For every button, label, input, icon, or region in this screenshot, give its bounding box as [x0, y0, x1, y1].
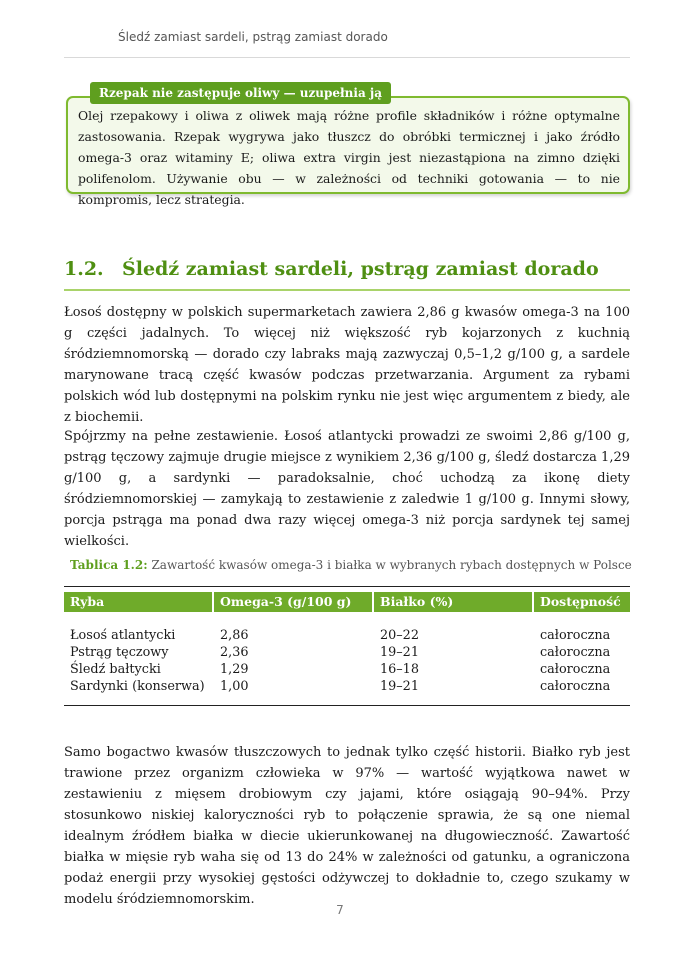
- table-cell: Łosoś atlantycki: [70, 628, 176, 643]
- table-caption-text: Zawartość kwasów omega-3 i białka w wybranych rybach dostępnych w Polsce: [151, 558, 632, 572]
- table-cell: 2,86: [220, 628, 249, 643]
- table-row: [64, 627, 630, 644]
- table-cell: Śledź bałtycki: [70, 662, 161, 677]
- table-cell: 2,36: [220, 645, 249, 660]
- table-header-omega3: Omega-3 (g/100 g): [214, 592, 372, 612]
- table-header-dostepnosc: Dostępność: [534, 592, 630, 612]
- table-row: [64, 644, 630, 661]
- section-number: 1.2.: [64, 258, 104, 280]
- table-cell: 20–22: [380, 628, 419, 643]
- table-top-rule: [64, 586, 630, 587]
- table-cell: 19–21: [380, 679, 419, 694]
- table-caption: [70, 558, 632, 572]
- table-row: [64, 661, 630, 678]
- callout-title: Rzepak nie zastępuje oliwy — uzupełnia ją: [90, 82, 391, 104]
- section-heading: [64, 258, 630, 280]
- callout-body: Olej rzepakowy i oliwa z oliwek mają różne profile składników i różne optymalne zastosowania. Rzepak wygrywa jako tłuszcz do obróbki termicznej i jako źródło omega-3 oraz witaminy E; oliwa extra virgin jest niezastąpiona na zimno dzięki polifenolom. Używanie obu — w zależności od techniki gotowania — to nie kompromis, lecz strategia.: [78, 108, 620, 207]
- table-caption-label: Tablica 1.2:: [70, 558, 148, 572]
- table-cell: całoroczna: [540, 679, 611, 694]
- table-body: [64, 627, 630, 695]
- table-cell: całoroczna: [540, 662, 611, 677]
- table-cell: Pstrąg tęczowy: [70, 645, 169, 660]
- paragraph-1: Łosoś dostępny w polskich supermarketach zawiera 2,86 g kwasów omega-3 na 100 g części jadalnych. To więcej niż większość ryb kojarzonych z kuchnią śródziemnomorską — dorado czy labraks mają zazwyczaj 0,5–1,2 g/100 g, a sardele marynowane tracą część kwasów podczas przetwarzania. Argument za rybami polskich wód lub dostępnymi na polskim rynku nie jest więc argumentem z biedy, ale z biochemii.: [64, 305, 630, 425]
- section-divider: [64, 289, 630, 291]
- table-cell: 16–18: [380, 662, 419, 677]
- paragraph-3: Samo bogactwo kwasów tłuszczowych to jednak tylko część historii. Białko ryb jest trawione przez organizm człowieka w 97% — wartość wyjątkowa nawet w zestawieniu z mięsem drobiowym czy jajami, które osiągają 90–94%. Przy stosunkowo niskiej kaloryczności ryb to połączenie sprawia, że są one niemal idealnym źródłem białka w diecie ukierunkowanej na długowieczność. Zawartość białka w mięsie ryb waha się od 13 do 24% w zależności od gatunku, a ograniczona podaż energii przy wysokiej gęstości odżywczej to dokładnie to, czego szukamy w modelu śródziemnomorskim.: [64, 745, 630, 907]
- table-row: [64, 678, 630, 695]
- paragraph-2: Spójrzmy na pełne zestawienie. Łosoś atlantycki prowadzi ze swoimi 2,86 g/100 g, pstrąg tęczowy zajmuje drugie miejsce z wynikiem 2,36 g/100 g, śledź dostarcza 1,29 g/100 g, a sardynki — paradoksalnie, choć uchodzą za ikonę diety śródziemnomorskiej — zamykają to zestawienie z zaledwie 1 g/100 g. Innymi słowy, porcja pstrąga ma ponad dwa razy więcej omega-3 niż porcja sardynek tej samej wielkości.: [64, 429, 630, 549]
- table-cell: 1,29: [220, 662, 249, 677]
- page-number: 7: [336, 903, 344, 917]
- table-cell: Sardynki (konserwa): [70, 679, 205, 694]
- running-header: Śledź zamiast sardeli, pstrąg zamiast dorado: [118, 30, 388, 44]
- table-header-bialko: Białko (%): [374, 592, 532, 612]
- header-divider: [64, 57, 630, 58]
- section-title: Śledź zamiast sardeli, pstrąg zamiast dorado: [122, 258, 599, 280]
- table-header-ryba: Ryba: [64, 592, 212, 612]
- table-cell: całoroczna: [540, 628, 611, 643]
- table-cell: 19–21: [380, 645, 419, 660]
- table-cell: 1,00: [220, 679, 249, 694]
- table-cell: całoroczna: [540, 645, 611, 660]
- table-bottom-rule: [64, 705, 630, 706]
- table-header-row: [64, 592, 630, 612]
